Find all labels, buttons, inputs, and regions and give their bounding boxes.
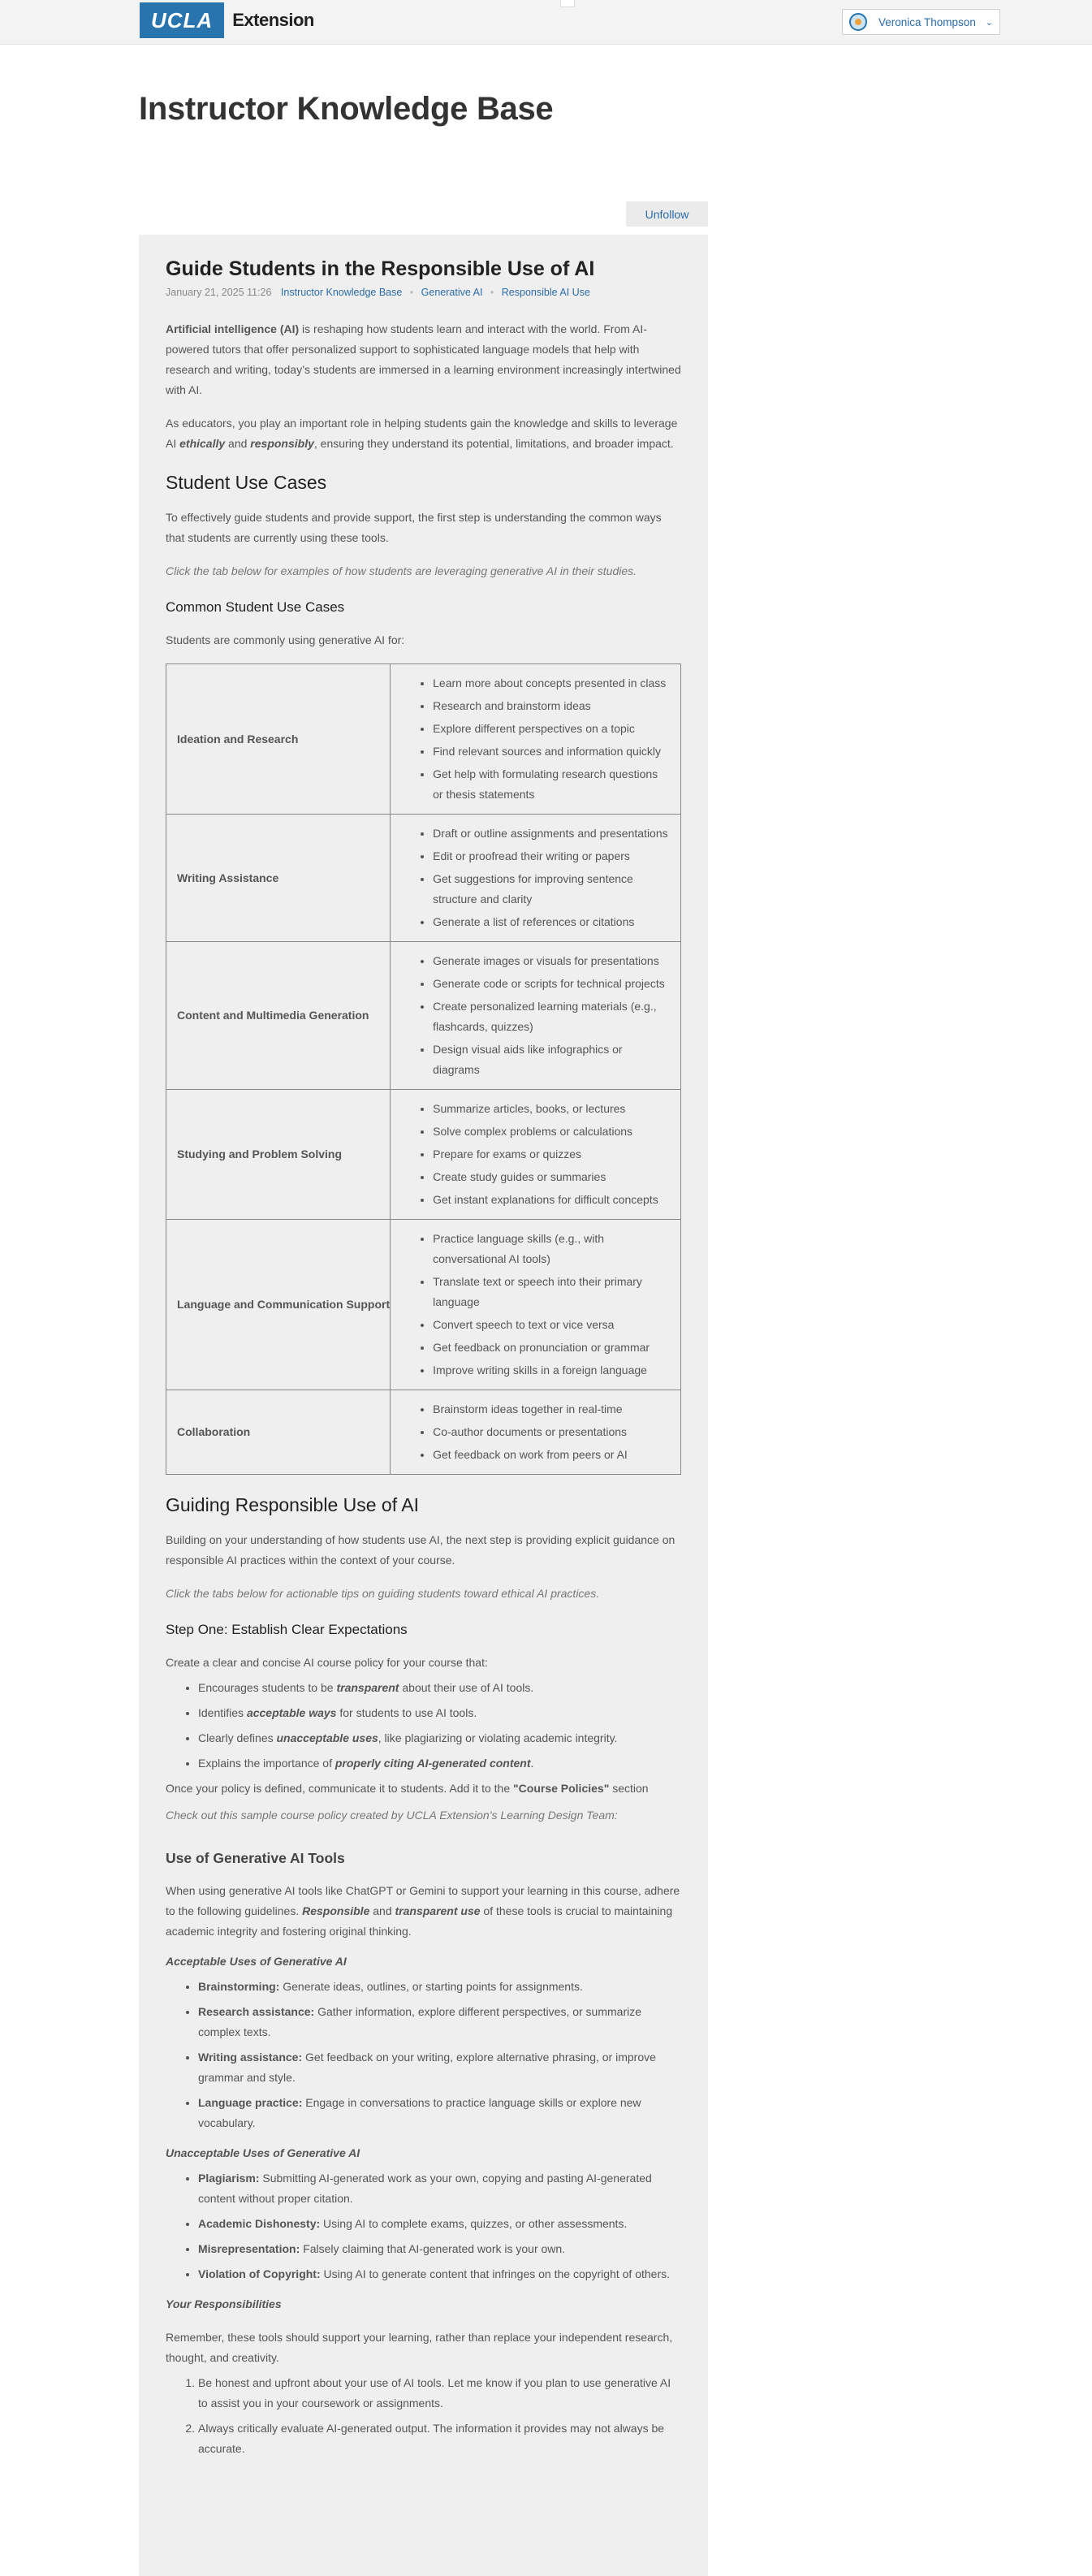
top-bar <box>0 0 1092 45</box>
use-case-category: Language and Communication Support <box>166 1220 391 1390</box>
policy-intro-text: When using generative AI tools like ChatGPT or Gemini to support your learning in this course, adhere to the following guidelines. <box>166 1884 680 1917</box>
bullet-emphasis: properly citing AI-generated content <box>335 1757 531 1770</box>
use-case-items <box>391 664 681 815</box>
list-term: Language practice: <box>198 2096 303 2109</box>
responsibilities-list <box>166 2373 681 2459</box>
list-description: Falsely claiming that AI-generated work is your own. <box>300 2242 566 2255</box>
responsibilities-heading: Your Responsibilities <box>166 2297 282 2310</box>
list-term: Misrepresentation: <box>198 2242 300 2255</box>
list-term: Research assistance: <box>198 2005 315 2018</box>
intro2-emphasis: ethically <box>179 437 226 450</box>
bullet-emphasis: unacceptable uses <box>276 1731 378 1744</box>
intro-lead-bold: Artificial intelligence (AI) <box>166 322 300 335</box>
guiding-paragraph: Building on your understanding of how students use AI, the next step is providing explicit guidance on responsible AI practices within the context of your course. <box>166 1533 675 1567</box>
use-cases-note: Click the tab below for examples of how students are leveraging generative AI in their studies. <box>166 564 637 577</box>
acceptable-list <box>166 1977 681 2133</box>
unacceptable-list <box>166 2168 681 2284</box>
policy-intro-emphasis: transparent use <box>395 1904 481 1917</box>
logo-extension-text: Extension <box>232 10 314 30</box>
use-case-category: Content and Multimedia Generation <box>166 942 391 1090</box>
intro-rest: is reshaping how students learn and interact with the world. From AI-powered tutors that offer personalized support to sophisticated language models that help with research and writing, today’s students are immersed in a learning environment increasingly intertwined with AI. <box>166 322 681 396</box>
use-case-category: Studying and Problem Solving <box>166 1090 391 1220</box>
avatar <box>849 13 867 31</box>
table-row <box>166 1390 681 1475</box>
list-item: • Get suggestions for improving sentence structure and clarity <box>433 869 669 910</box>
list-item <box>198 2047 681 2088</box>
intro2-emphasis: responsibly <box>250 437 314 450</box>
use-cases-paragraph: To effectively guide students and provide support, the first step is understanding the common ways that students are currently using these tools. <box>166 511 662 544</box>
use-case-category: Ideation and Research <box>166 664 391 815</box>
list-description: Using AI to generate content that infringes on the copyright of others. <box>320 2267 671 2280</box>
list-item <box>198 2264 681 2284</box>
bullet-text: Explains the importance of <box>198 1757 335 1770</box>
article-meta <box>166 285 681 300</box>
list-item <box>198 2002 681 2042</box>
list-item <box>198 1753 681 1774</box>
use-case-list <box>391 1099 669 1210</box>
step-one-list <box>166 1678 681 1774</box>
list-item: • Get feedback on pronunciation or grammar <box>433 1338 669 1358</box>
bullet-emphasis: transparent <box>336 1681 399 1694</box>
list-item: • Improve writing skills in a foreign language <box>433 1360 669 1381</box>
list-item: 2. Always critically evaluate AI-generated output. The information it provides may not always be accurate. <box>198 2418 681 2459</box>
use-case-category: Writing Assistance <box>166 815 391 942</box>
breadcrumb-generative-ai[interactable]: Generative AI <box>421 287 483 298</box>
bullet-text: about their use of AI tools. <box>399 1681 534 1694</box>
sample-policy-note: Check out this sample course policy created by UCLA Extension’s Learning Design Team: <box>166 1809 618 1822</box>
use-case-items <box>391 1390 681 1475</box>
section-heading-student-use-cases: Student Use Cases <box>166 472 327 493</box>
list-term: Writing assistance: <box>198 2051 303 2064</box>
ucla-extension-logo[interactable] <box>140 2 314 38</box>
use-case-items <box>391 942 681 1090</box>
list-item: • Design visual aids like infographics or diagrams <box>433 1039 669 1080</box>
breadcrumb-separator: • <box>490 287 494 298</box>
list-item: • Create study guides or summaries <box>433 1167 669 1187</box>
table-row <box>166 815 681 942</box>
table-row <box>166 664 681 815</box>
user-menu-button[interactable] <box>842 9 1000 35</box>
section-heading-guiding: Guiding Responsible Use of AI <box>166 1494 419 1515</box>
list-item: • Find relevant sources and information quickly <box>433 741 669 762</box>
use-cases-table <box>166 663 681 1475</box>
tab-common-student-use-cases[interactable]: Common Student Use Cases <box>166 599 345 615</box>
bullet-text: Identifies <box>198 1706 247 1719</box>
bullet-text: Encourages students to be <box>198 1681 337 1694</box>
use-case-list <box>391 1399 669 1465</box>
chevron-down-icon: ⌄ <box>985 17 993 28</box>
bullet-emphasis: acceptable ways <box>246 1706 337 1719</box>
article-title: Guide Students in the Responsible Use of AI <box>166 257 595 280</box>
use-case-category: Collaboration <box>166 1390 391 1475</box>
use-case-items <box>391 1220 681 1390</box>
list-item: • Edit or proofread their writing or papers <box>433 846 669 867</box>
list-description: Using AI to complete exams, quizzes, or other assessments. <box>320 2217 628 2230</box>
list-description: Get feedback on your writing, explore alternative phrasing, or improve grammar and style. <box>198 2051 656 2084</box>
use-case-items <box>391 815 681 942</box>
bullet-text: Clearly defines <box>198 1731 277 1744</box>
guiding-note: Click the tabs below for actionable tips on guiding students toward ethical AI practices. <box>166 1587 600 1600</box>
use-case-items <box>391 1090 681 1220</box>
list-description: Gather information, explore different perspectives, or summarize complex texts. <box>198 2005 642 2038</box>
policy-instruction-text: section <box>609 1782 649 1795</box>
list-item: • Get instant explanations for difficult concepts <box>433 1190 669 1210</box>
list-item: • Generate images or visuals for presentations <box>433 951 669 971</box>
list-item: 1. Be honest and upfront about your use of AI tools. Let me know if you plan to use generative AI to assist you in your coursework or assignments. <box>198 2373 681 2414</box>
list-item: • Learn more about concepts presented in class <box>433 673 669 694</box>
list-item: • Convert speech to text or vice versa <box>433 1315 669 1335</box>
list-item: • Get help with formulating research questions or thesis statements <box>433 764 669 805</box>
unacceptable-heading: Unacceptable Uses of Generative AI <box>166 2146 360 2159</box>
user-name: Veronica Thompson <box>878 15 976 28</box>
list-item <box>198 1728 681 1748</box>
list-item <box>198 2239 681 2259</box>
article-container <box>139 235 708 2576</box>
use-case-list <box>391 673 669 805</box>
list-item: • Summarize articles, books, or lectures <box>433 1099 669 1119</box>
list-item: • Practice language skills (e.g., with conversational AI tools) <box>433 1229 669 1269</box>
page-title: Instructor Knowledge Base <box>139 91 554 127</box>
list-item <box>198 1977 681 1997</box>
policy-intro-emphasis: Responsible <box>302 1904 370 1917</box>
list-item <box>198 2093 681 2133</box>
policy-intro-text: and <box>369 1904 395 1917</box>
use-case-list <box>391 951 669 1080</box>
unfollow-button[interactable]: Unfollow <box>626 201 708 227</box>
policy-instruction <box>166 1779 681 1799</box>
use-case-list <box>391 823 669 932</box>
policy-instruction-text: Once your policy is defined, communicate it to students. Add it to the <box>166 1782 514 1795</box>
acceptable-heading: Acceptable Uses of Generative AI <box>166 1955 347 1968</box>
list-item <box>198 2168 681 2209</box>
table-row <box>166 1220 681 1390</box>
list-description: Engage in conversations to practice language skills or explore new vocabulary. <box>198 2096 641 2129</box>
intro-paragraph-2 <box>166 413 681 454</box>
breadcrumb-separator: • <box>409 287 414 298</box>
bullet-text: , like plagiarizing or violating academic integrity. <box>378 1731 618 1744</box>
intro-paragraph-1 <box>166 319 681 400</box>
list-term: Plagiarism: <box>198 2172 260 2185</box>
list-item: • Translate text or speech into their primary language <box>433 1272 669 1312</box>
tab-step-one[interactable]: Step One: Establish Clear Expectations <box>166 1622 408 1637</box>
step-one-lead: Create a clear and concise AI course policy for your course that: <box>166 1656 488 1669</box>
policy-intro <box>166 1881 681 1942</box>
top-tab-handle[interactable] <box>560 0 575 7</box>
table-row <box>166 1090 681 1220</box>
logo-ucla-text: UCLA <box>140 2 224 38</box>
intro2-text: As educators, you play an important role in helping students gain the knowledge and skills to leverage AI <box>166 417 678 450</box>
list-item <box>198 1703 681 1723</box>
list-item: • Create personalized learning materials (e.g., flashcards, quizzes) <box>433 996 669 1037</box>
breadcrumb-knowledge-base[interactable]: Instructor Knowledge Base <box>280 287 403 298</box>
breadcrumb-responsible-ai-use[interactable]: Responsible AI Use <box>501 287 590 298</box>
list-item: • Brainstorm ideas together in real-time <box>433 1399 669 1420</box>
list-description: Submitting AI-generated work as your own, copying and pasting AI-generated content without proper citation. <box>198 2172 652 2205</box>
bullet-text: for students to use AI tools. <box>336 1706 477 1719</box>
list-term: Brainstorming: <box>198 1980 280 1993</box>
policy-title: Use of Generative AI Tools <box>166 1850 345 1866</box>
intro2-text: and <box>225 437 251 450</box>
list-item: • Research and brainstorm ideas <box>433 696 669 716</box>
use-case-list <box>391 1229 669 1381</box>
list-item: • Generate code or scripts for technical projects <box>433 974 669 994</box>
list-item: • Prepare for exams or quizzes <box>433 1144 669 1165</box>
article-date: January 21, 2025 11:26 <box>166 287 272 298</box>
list-item: • Generate a list of references or citations <box>433 912 669 932</box>
list-item: • Explore different perspectives on a topic <box>433 719 669 739</box>
list-term: Academic Dishonesty: <box>198 2217 321 2230</box>
list-item <box>198 2214 681 2234</box>
course-policies-label: "Course Policies" <box>513 1782 610 1795</box>
list-item: • Co-author documents or presentations <box>433 1422 669 1442</box>
intro2-text: , ensuring they understand its potential, limitations, and broader impact. <box>313 437 674 450</box>
list-description: Generate ideas, outlines, or starting points for assignments. <box>279 1980 583 1993</box>
bullet-text: . <box>530 1757 534 1770</box>
list-term: Violation of Copyright: <box>198 2267 321 2280</box>
responsibilities-paragraph: Remember, these tools should support your learning, rather than replace your independent research, thought, and creativity. <box>166 2331 673 2364</box>
table-row <box>166 942 681 1090</box>
list-item <box>198 1678 681 1698</box>
list-item: • Get feedback on work from peers or AI <box>433 1445 669 1465</box>
use-cases-lead: Students are commonly using generative AI for: <box>166 633 405 646</box>
list-item: • Solve complex problems or calculations <box>433 1122 669 1142</box>
policy-intro-text: of these tools is crucial to maintaining academic integrity and fostering original thinking. <box>166 1904 673 1938</box>
list-item: • Draft or outline assignments and presentations <box>433 823 669 844</box>
